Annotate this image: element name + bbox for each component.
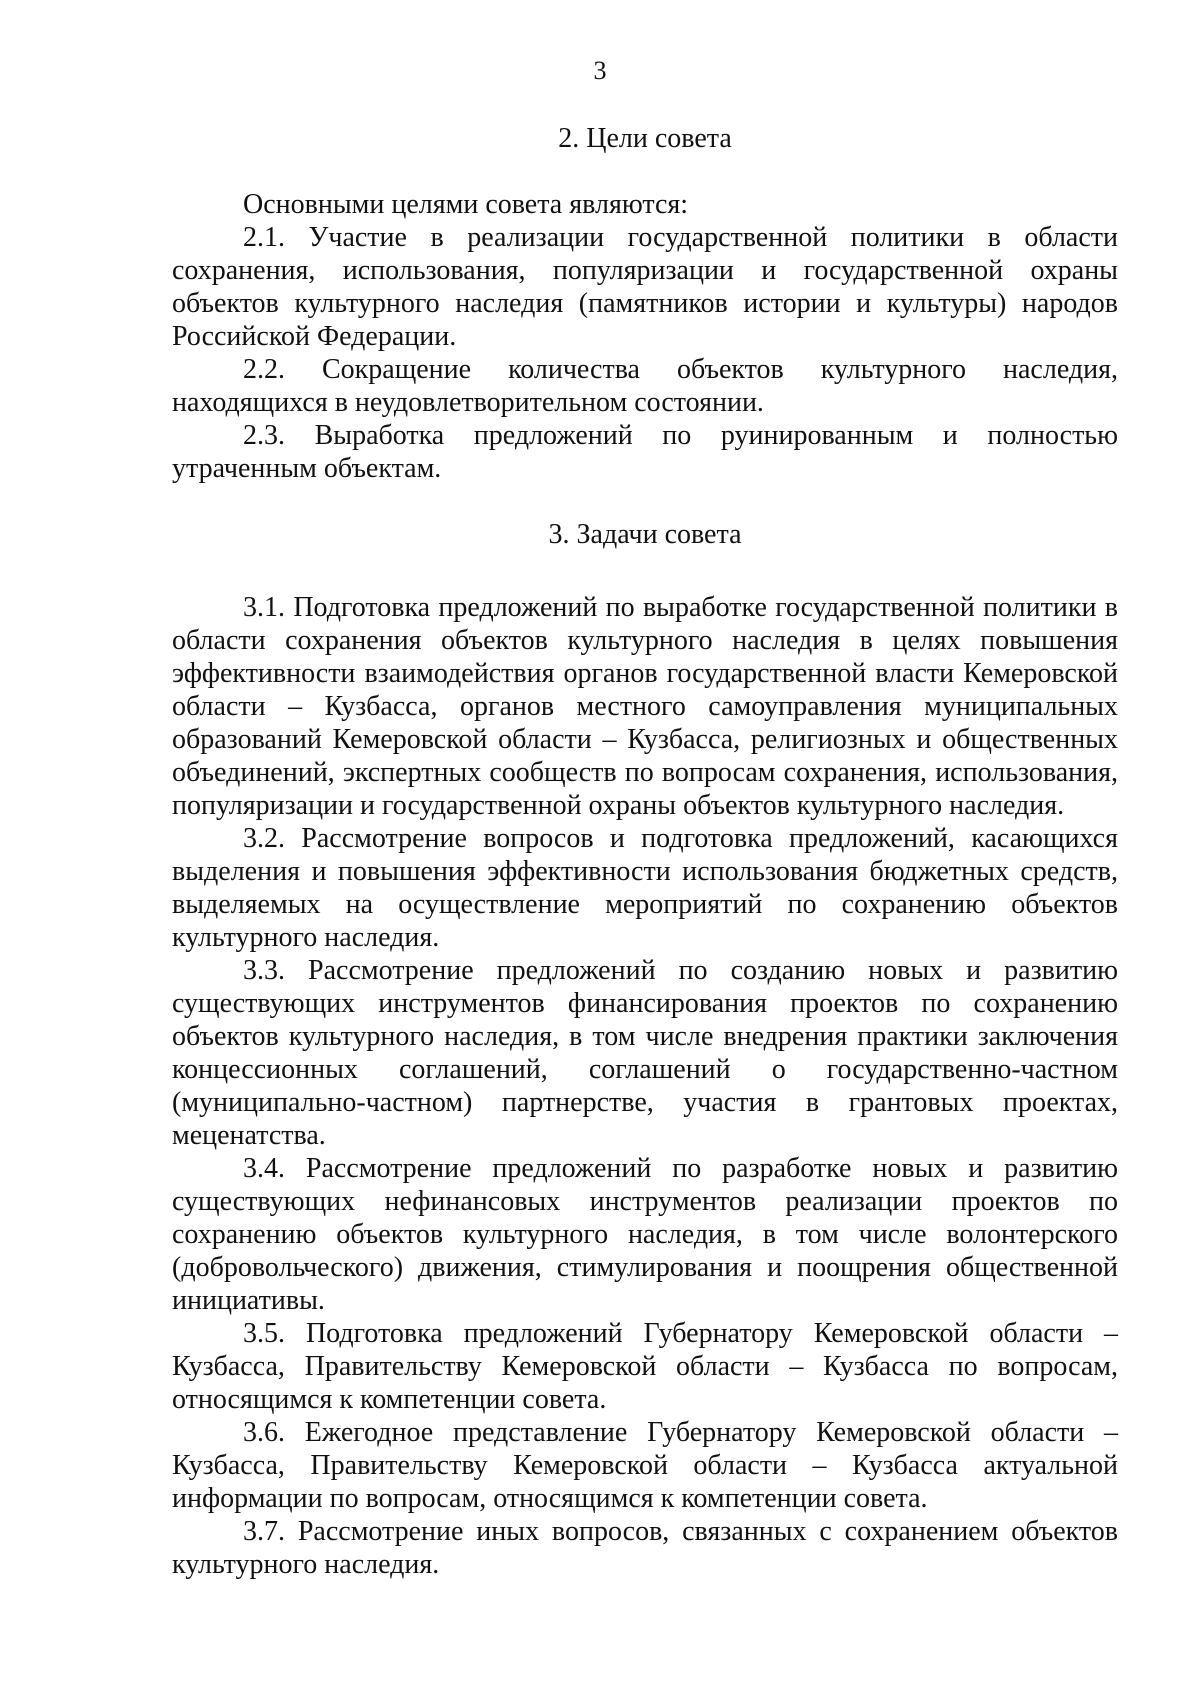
section-2-heading: 2. Цели совета [558, 123, 732, 154]
paragraph-2-2: 2.2. Сокращение количества объектов культурного наследия, находящихся в неудовлетворительном состоянии. [172, 354, 1118, 418]
paragraph-2-3: 2.3. Выработка предложений по руинированным и полностью утраченным объектам. [172, 420, 1118, 484]
paragraph-3-3: 3.3. Рассмотрение предложений по созданию новых и развитию существующих инструментов финансирования проектов по сохранению объектов культурного наследия, в том числе внедрения практики заключения концессионных соглашений, соглашений о государственно-частном (муниципально-частном) партнерстве, участия в грантовых проектах, меценатства. [172, 955, 1118, 1151]
paragraph-3-5: 3.5. Подготовка предложений Губернатору Кемеровской области – Кузбасса, Правительству Кемеровской области – Кузбасса по вопросам, относящимся к компетенции совета. [172, 1318, 1118, 1415]
document-body [172, 122, 1118, 1581]
paragraph-3-4: 3.4. Рассмотрение предложений по разработке новых и развитию существующих нефинансовых инструментов реализации проектов по сохранению объектов культурного наследия, в том числе волонтерского (добровольческого) движения, стимулирования и поощрения общественной инициативы. [172, 1153, 1118, 1316]
paragraph-3-7: 3.7. Рассмотрение иных вопросов, связанных с сохранением объектов культурного наследия. [172, 1516, 1118, 1580]
paragraph-3-6: 3.6. Ежегодное представление Губернатору Кемеровской области – Кузбасса, Правительству Кемеровской области – Кузбасса актуальной информации по вопросам, относящимся к компетенции совета. [172, 1417, 1118, 1514]
section-2-intro: Основными целями совета являются: [243, 189, 689, 220]
paragraph-3-1: 3.1. Подготовка предложений по выработке государственной политики в области сохранения объектов культурного наследия в целях повышения эффективности взаимодействия органов государственной власти Кемеровской области – Кузбасса, органов местного самоуправления муниципальных образований Кемеровской области – Кузбасса, религиозных и общественных объединений, экспертных сообществ по вопросам сохранения, использования, популяризации и государственной охраны объектов культурного наследия. [172, 592, 1118, 821]
page-number: 3 [593, 56, 607, 85]
paragraph-2-1: 2.1. Участие в реализации государственной политики в области сохранения, использования, популяризации и государственной охраны объектов культурного наследия (памятников истории и культуры) народов Российской Федерации. [172, 222, 1118, 352]
paragraph-3-2: 3.2. Рассмотрение вопросов и подготовка предложений, касающихся выделения и повышения эффективности использования бюджетных средств, выделяемых на осуществление мероприятий по сохранению объектов культурного наследия. [172, 823, 1118, 953]
section-3-heading: 3. Задачи совета [548, 519, 742, 550]
